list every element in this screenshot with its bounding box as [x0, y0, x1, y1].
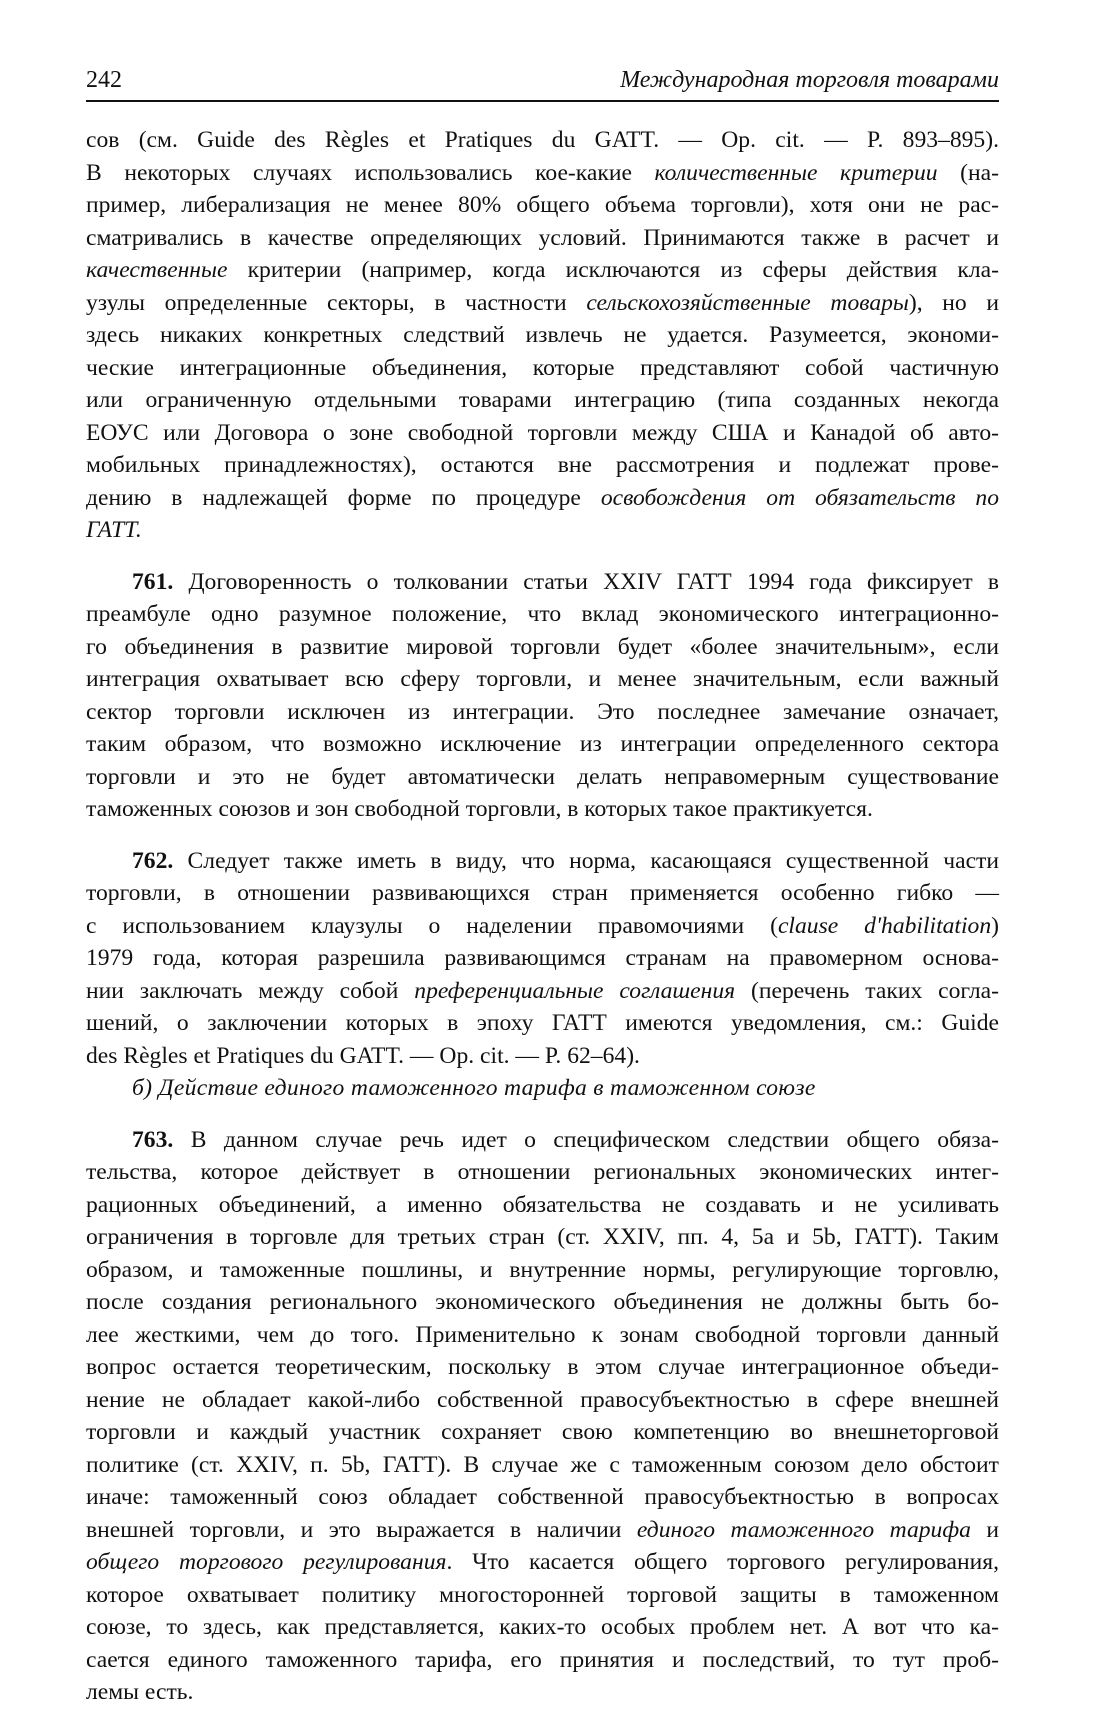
section-subheading: б) Действие единого таможенного тарифа в таможенном союзе: [132, 1075, 816, 1101]
paragraph-762: [86, 845, 999, 1073]
page-body: [86, 124, 999, 1709]
text-line: после создания регионального экономического объединения не должны быть бо-: [86, 1289, 999, 1315]
text-line: политике (ст. XXIV, п. 5b, ГАТТ). В случае же с таможенным союзом дело обстоит: [86, 1451, 999, 1478]
text-line: с использованием клаузулы о наделении правомочиями (clause d'habilitation): [86, 912, 999, 939]
text-line: интеграция охватывает всю сферу торговли, и менее значительным, если важный: [86, 666, 999, 692]
text-line: образом, и таможенные пошлины, и внутренние нормы, регулирующие торговлю,: [86, 1256, 999, 1283]
paragraph-number: 763.: [132, 1126, 174, 1153]
text-line: иначе: таможенный союз обладает собственной правосубъектностью в вопросах: [86, 1484, 999, 1510]
text-line: узулы определенные секторы, в частности сельскохозяйственные товары), но и: [86, 289, 999, 316]
emphasis: общего торгового регулирования: [86, 1549, 447, 1575]
paragraph-761: [86, 566, 999, 826]
emphasis: преференциальные соглашения: [414, 977, 736, 1004]
text-line: лемы есть.: [86, 1679, 194, 1705]
text-line: торговли и каждый участник сохраняет свою компетенцию во внешнеторговой: [86, 1419, 999, 1445]
running-head: Международная торговля товарами: [620, 67, 999, 93]
text-line: здесь никаких конкретных следствий извлечь не удается. Разумеется, экономи-: [86, 322, 999, 348]
emphasis: clause d'habilitation: [777, 912, 992, 939]
text-line: 763. В данном случае речь идет о специфическом следствии общего обяза-: [132, 1126, 999, 1153]
paragraph-number: 762.: [132, 847, 174, 874]
emphasis: качественные: [86, 257, 228, 283]
text-line: вопрос остается теоретическим, поскольку в этом случае интеграционное объеди-: [86, 1354, 999, 1380]
page-header: [86, 64, 999, 102]
text-line: ЕОУС или Договора о зоне свободной торговли между США и Канадой об авто-: [86, 419, 999, 446]
text-line: внешней торговли, и это выражается в наличии единого таможенного тарифа и: [86, 1516, 999, 1543]
text-line: В некоторых случаях использовались кое-какие количественные критерии (на-: [86, 159, 999, 186]
text-line: таким образом, что возможно исключение из интеграции определенного сектора: [86, 731, 999, 757]
text-line: дению в надлежащей форме по процедуре освобождения от обязательств по: [86, 484, 1000, 511]
text-line: сается единого таможенного тарифа, его принятия и последствий, то тут проб-: [86, 1646, 999, 1673]
text-line: тельства, которое действует в отношении региональных экономических интег-: [86, 1159, 999, 1185]
emphasis: единого таможенного тарифа: [636, 1516, 971, 1543]
emphasis: сельскохозяйственные товары: [586, 289, 909, 316]
text-line: качественные критерии (например, когда исключаются из сферы действия кла-: [86, 257, 999, 283]
text-line: ограничения в торговле для третьих стран (ст. XXIV, пп. 4, 5a и 5b, ГАТТ). Таким: [86, 1224, 999, 1250]
text-line: des Règles et Pratiques du GATT. — Op. cit. — P. 62–64).: [86, 1042, 640, 1069]
page-number: 242: [86, 67, 122, 93]
text-line: 762. Следует также иметь в виду, что норма, касающаяся существенной части: [132, 847, 999, 874]
emphasis: освобождения от обязательств по: [600, 484, 1000, 511]
text-line: таможенных союзов и зон свободной торговли, в которых такое практикуется.: [86, 796, 873, 822]
text-line: шений, о заключении которых в эпоху ГАТТ имеются уведомления, см.: Guide: [86, 1010, 999, 1036]
text-line: сов (см. Guide des Règles et Pratiques du GATT. — Op. cit. — P. 893–895).: [86, 127, 999, 153]
text-line: мобильных принадлежностях), остаются вне рассмотрения и подлежат прове-: [86, 452, 999, 478]
text-line: торговли, в отношении развивающихся стран применяется особенно гибко —: [86, 880, 999, 906]
paragraph-continued: [86, 124, 999, 547]
paragraph-number: 761.: [132, 568, 174, 595]
text-line: общего торгового регулирования. Что касается общего торгового регулирования,: [86, 1549, 999, 1575]
text-line: сектор торговли исключен из интеграции. Это последнее замечание означает,: [86, 698, 999, 725]
text-line: лее жесткими, чем до того. Применительно к зонам свободной торговли данный: [86, 1321, 999, 1348]
text-line: рационных объединений, а именно обязательства не создавать и не усиливать: [86, 1191, 999, 1218]
text-line: сматривались в качестве определяющих условий. Принимаются также в расчет и: [86, 224, 999, 251]
text-line: нение не обладает какой-либо собственной правосубъектностью в сфере внешней: [86, 1386, 999, 1413]
text-line: союзе, то здесь, как представляется, каких-то особых проблем нет. А вот что ка-: [86, 1614, 999, 1640]
paragraph-763: [86, 1124, 999, 1709]
text-line: которое охватывает политику многосторонней торговой защиты в таможенном: [86, 1581, 999, 1608]
text-line: преамбуле одно разумное положение, что вклад экономического интеграционно-: [86, 601, 999, 627]
text-line: ческие интеграционные объединения, которые представляют собой частичную: [86, 354, 999, 381]
emphasis: количественные критерии: [654, 159, 938, 186]
text-line: го объединения в развитие мировой торговли будет «более значительным», если: [86, 633, 999, 660]
text-line: нии заключать между собой преференциальные соглашения (перечень таких согла-: [86, 977, 1000, 1004]
text-line: ГАТТ.: [86, 517, 142, 543]
text-line: торговли и это не будет автоматически делать неправомерным существование: [86, 763, 999, 790]
text-line: или ограниченную отдельными товарами интеграцию (типа созданных некогда: [86, 387, 999, 413]
text-line: 1979 года, которая разрешила развивающимся странам на правомерном основа-: [86, 945, 999, 971]
text-line: 761. Договоренность о толковании статьи XXIV ГАТТ 1994 года фиксирует в: [132, 568, 999, 595]
text-line: пример, либерализация не менее 80% общего объема торговли), хотя они не рас-: [86, 192, 999, 218]
